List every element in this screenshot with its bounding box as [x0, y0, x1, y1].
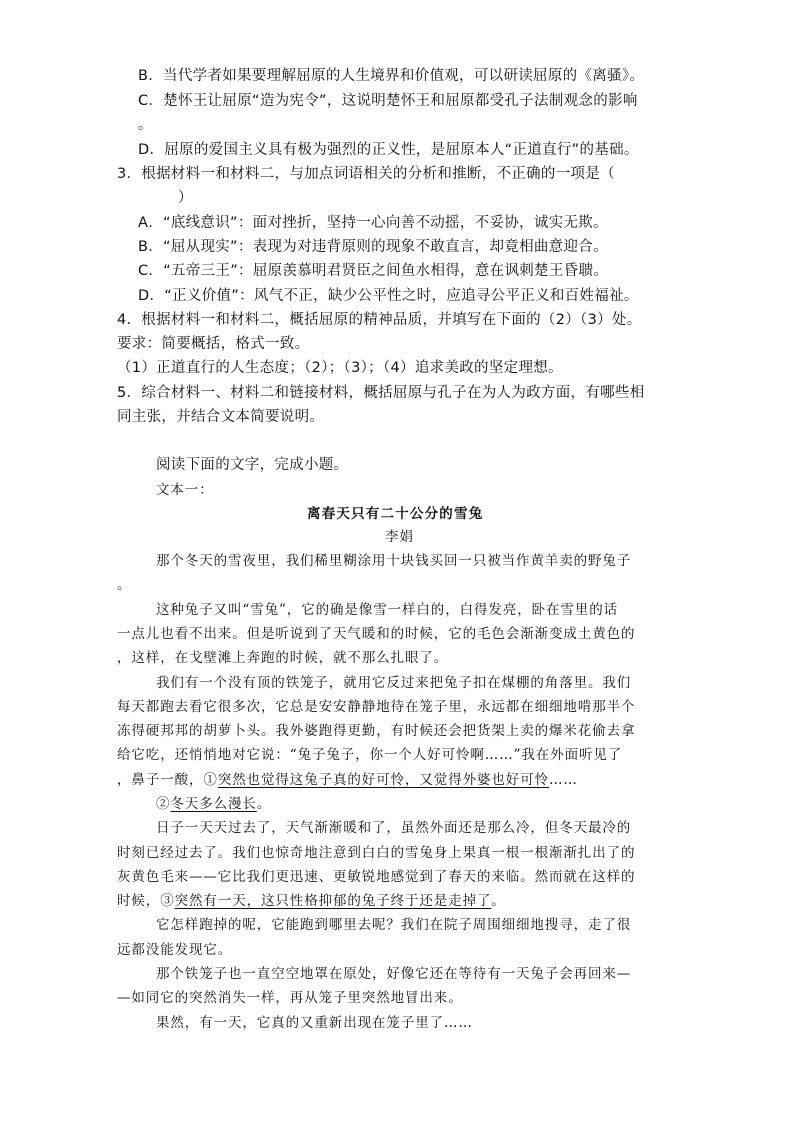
article-title: 离春天只有二十公分的雪兔	[307, 506, 484, 522]
underlined-sentence-2: 冬天多么漫长	[170, 796, 257, 812]
paragraph-7-cont: —如同它的突然消失一样，再从笼子里突然地冒出来。	[117, 990, 463, 1006]
q4-blanks: （1）正道直行的人生态度；（2）；（3）；（4）追求美政的坚定理想。	[117, 360, 563, 376]
q2-option-d: D．屈原的爱国主义具有极为强烈的正义性，是屈原本人“正道直行”的基础。	[138, 142, 639, 158]
paragraph-2-line-2: 一点儿也看不出来。但是听说到了天气暖和的时候，它的毛色会渐渐变成土黄色的	[117, 626, 636, 642]
paragraph-5-line-2: 时刻已经过去了。我们也惊奇地注意到白白的雪兔身上果真一根一根渐渐扎出了的	[117, 845, 636, 861]
paragraph-5-line-3: 灰黄色毛来——它比我们更迅速、更敏锐地感觉到了春天的来临。然而就在这样的	[117, 869, 636, 885]
paragraph-5-line-4-lead: 时候，③	[117, 893, 175, 909]
paragraph-5-line-4	[117, 891, 506, 911]
paragraph-5-line-4-tail: 。	[491, 893, 506, 909]
paragraph-8: 果然，有一天，它真的又重新出现在笼子里了……	[156, 1015, 473, 1031]
underlined-sentence-3: 突然有一天，这只性格抑郁的兔子终于还是走掉了	[174, 893, 492, 909]
text-label: 文本一：	[156, 482, 214, 498]
q3-paren: ）	[178, 190, 193, 206]
paragraph-5: 日子一天天过去了，天气渐渐暖和了，虽然外面还是那么冷，但冬天最冷的	[156, 820, 632, 836]
q5-stem-cont: 同主张，并结合文本简要说明。	[117, 409, 325, 425]
paragraph-3: 我们有一个没有顶的铁笼子，就用它反过来把兔子扣在煤棚的角落里。我们	[156, 675, 632, 691]
paragraph-6: 它怎样跑掉的呢，它能跑到哪里去呢？我们在院子周围细细地搜寻，走了很	[156, 917, 632, 933]
paragraph-4-tail: 。	[256, 796, 272, 812]
paragraph-4-lead: ②	[156, 796, 171, 812]
paragraph-3-line-3: 冻得硬邦邦的胡萝卜头。我外婆跑得更勤，有时候还会把货架上卖的爆米花偷去拿	[117, 723, 636, 739]
reading-instruction: 阅读下面的文字，完成小题。	[156, 457, 349, 473]
paragraph-3-line-5	[117, 770, 578, 790]
paragraph-4	[156, 794, 271, 814]
q4-stem: 4．根据材料一和材料二，概括屈原的精神品质，并填写在下面的（2）（3）处。	[117, 312, 642, 328]
q3-option-a: A．“底线意识”：面对挫折，坚持一心向善不动摇，不妥协，诚实无欺。	[138, 215, 608, 231]
paragraph-2-line-3: ，这样，在戈壁滩上奔跑的时候，就不那么扎眼了。	[117, 650, 449, 666]
q2-option-b: B．当代学者如果要理解屈原的人生境界和价值观，可以研读屈原的《离骚》。	[138, 68, 645, 84]
q3-stem: 3．根据材料一和材料二，与加点词语相关的分析和推断，不正确的一项是（	[117, 166, 615, 182]
paragraph-2: 这种兔子又叫“雪兔”，它的确是像雪一样白的，白得发亮，卧在雪里的话	[156, 602, 619, 618]
paragraph-1: 那个冬天的雪夜里，我们稀里糊涂用十块钱买回一只被当作黄羊卖的野兔子	[156, 553, 632, 569]
paragraph-3-line-5-tail: ……	[549, 772, 578, 788]
paragraph-3-line-5-lead: ，鼻子一酸，①	[117, 772, 218, 788]
q3-option-d: D．“正义价值”：风气不正，缺少公平性之时，应追寻公平正义和百姓福祉。	[138, 288, 639, 304]
paragraph-7: 那个铁笼子也一直空空地罩在原处，好像它还在等待有一天兔子会再回来—	[156, 966, 632, 982]
paragraph-6-cont: 远都没能发现它。	[117, 942, 233, 958]
q4-requirement: 要求：简要概括，格式一致。	[117, 336, 310, 352]
q5-stem: 5．综合材料一、材料二和链接材料，概括屈原与孔子在为人为政方面，有哪些相	[117, 385, 645, 401]
paragraph-1-cont: 。	[117, 577, 132, 593]
q3-option-b: B．“屈从现实”：表现为对违背原则的现象不敢直言，却竟相曲意迎合。	[138, 239, 608, 255]
paragraph-3-line-2: 每天都跑去看它很多次，它总是安安静静地待在笼子里，永远都在细细地啃那半个	[117, 699, 636, 715]
underlined-sentence-1: 突然也觉得这兔子真的好可怜，又觉得外婆也好可怜	[217, 772, 550, 788]
article-author: 李娟	[385, 529, 414, 545]
q3-option-c: C．“五帝三王”：屈原羡慕明君贤臣之间鱼水相得，意在讽刺楚王昏聩。	[138, 263, 609, 279]
paragraph-3-line-4: 给它吃，还悄悄地对它说：“兔子兔子，你一个人好可怜啊……”我在外面听见了	[117, 747, 623, 763]
q2-option-c: C．楚怀王让屈原“造为宪令”，这说明楚怀王和屈原都受孔子法制观念的影响	[138, 93, 638, 109]
q2-option-c-cont: 。	[138, 117, 153, 133]
